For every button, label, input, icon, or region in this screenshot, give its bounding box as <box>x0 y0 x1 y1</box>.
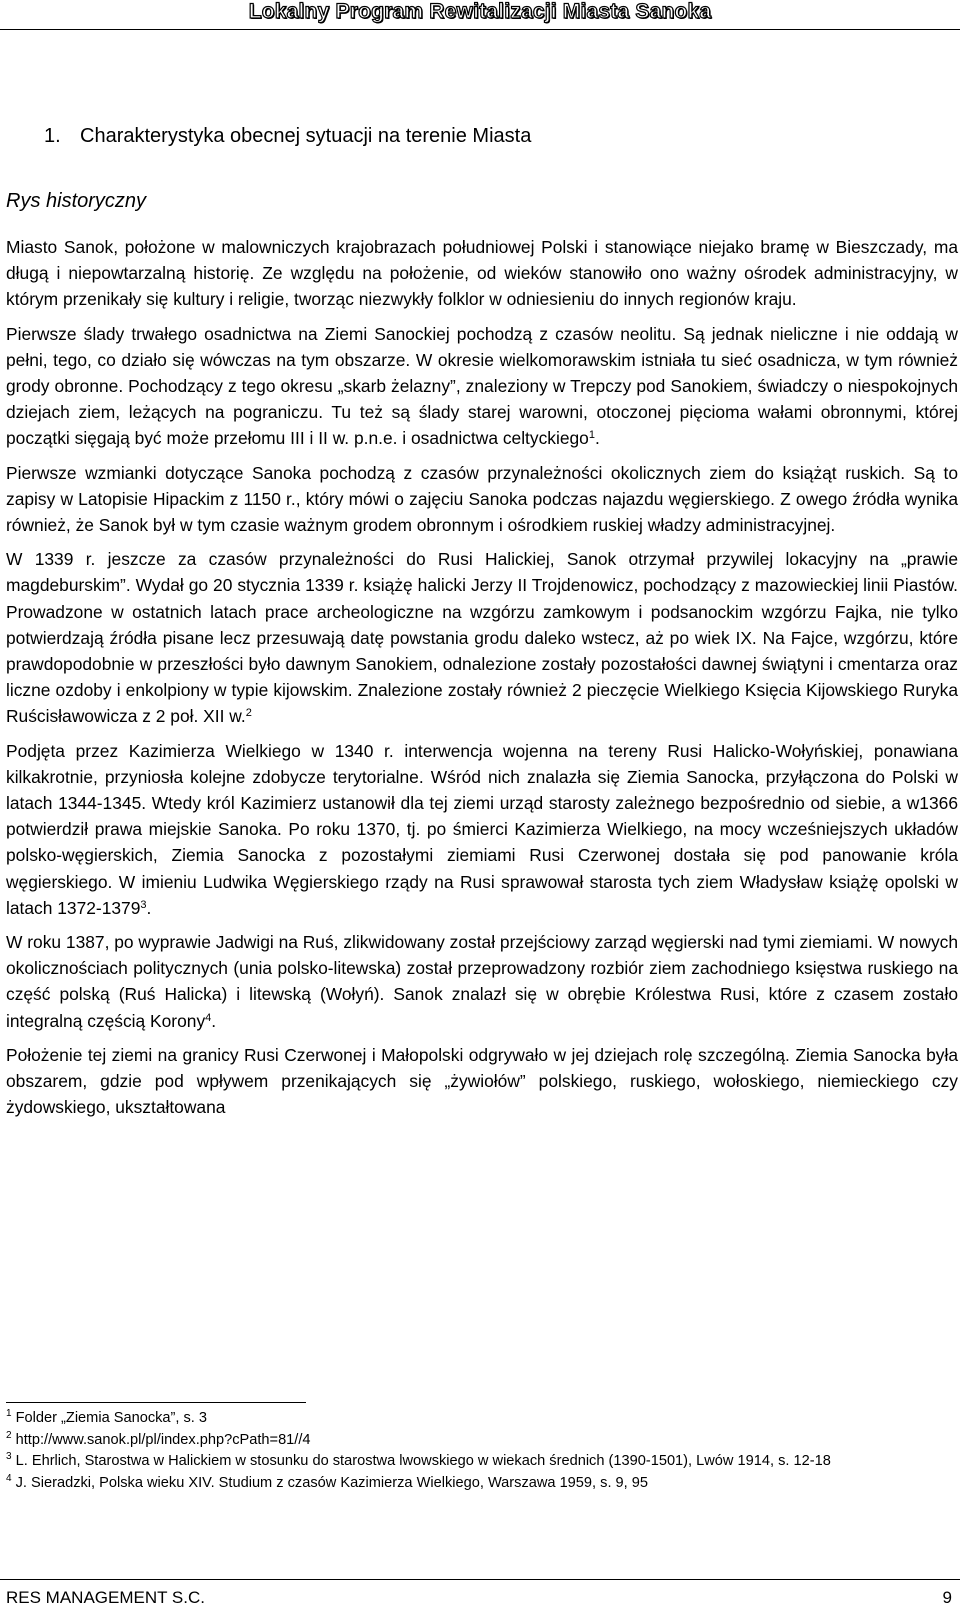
footer-divider <box>0 1579 960 1580</box>
paragraph-3: Pierwsze wzmianki dotyczące Sanoka pochodzą z czasów przynależności okolicznych ziem do książąt ruskich. Są to zapisy w Latopisie Hipackim z 1150 r., który mówi o zajęciu Sanoka podczas najazdu węgierskiego. Z owego źródła wynika również, że Sanok był w tym czasie ważnym grodem obronnym i ośrodkiem ruskiej władzy administracyjnej. <box>6 462 958 536</box>
footnotes <box>6 1408 958 1494</box>
footnote-ref-4: 4 <box>205 1011 212 1024</box>
paragraph-2: Pierwsze ślady trwałego osadnictwa na Ziemi Sanockiej pochodzą z czasów neolitu. Są jednak nieliczne i nie oddają w pełni, tego, co działo się wówczas na tym obszarze. W okresie wielkomorawskim istniała tu sieć osadnicza, w tym również grody obronne. Pochodzący z tego okresu „skarb żelazny”, znaleziony w Trepczy pod Sanokiem, świadczy o niespokojnych dziejach ziem, leżących na pograniczu. Tu też są ślady starej warowni, otoczonej pięcioma wałami obronnymi, której początki sięgają być może przełomu III i II w. p.n.e. i osadnictwa celtyckiego$^1$. <box>6 323 958 449</box>
paragraph-1: Miasto Sanok, położone w malowniczych krajobrazach południowej Polski i stanowiące niejako bramę w Bieszczady, ma długą i niepowtarzalną historię. Ze względu na położenie, od wieków stanowiło ono ważny ośrodek administracyjny, w którym przenikały się kultury i religie, tworząc niezwykły folklor w odniesieniu do innych regionów kraju. <box>6 237 958 310</box>
footnote-1: $^1$ Folder „Ziemia Sanocka”, s. 3 <box>6 1408 208 1426</box>
paragraph-6: W roku 1387, po wyprawie Jadwigi na Ruś, zlikwidowany został przejściowy zarząd węgierski nad tymi ziemiami. W nowych okolicznościach politycznych (unia polsko-litewska) został przeprowadzony rozbiór ziem zachodniego księstwa ruskiego na część polską (Ruś Halicka) i litewską (Wołyń). Sanok znalazł się w obrębie Królestwa Rusi, które z czasem zostało integralną częścią Korony$^4$. <box>6 932 959 1031</box>
footnote-4: $^4$ J. Sieradzki, Polska wieku XIV. Studium z czasów Kazimierza Wielkiego, Warszawa 1959, s. 9, 95 <box>6 1472 649 1491</box>
page-number: 9 <box>942 1588 952 1607</box>
footnote-divider <box>6 1402 306 1403</box>
header-divider <box>0 29 960 30</box>
footer-company: RES MANAGEMENT S.C. <box>6 1588 205 1607</box>
footnote-ref-1: 1 <box>588 429 595 442</box>
paragraph-4: W 1339 r. jeszcze za czasów przynależności do Rusi Halickiej, Sanok otrzymał przywilej lokacyjny na „prawie magdeburskim”. Wydał go 20 stycznia 1339 r. książę halicki Jerzy II Trojdenowicz, pochodzący z mazowieckiej linii Piastów. Prowadzone w ostatnich latach prace archeologiczne na wzgórzu zamkowym i podsanockim wzgórzu Fajka, nie tylko potwierdzają źródła pisane lecz przesuwają datę powstania grodu daleko wstecz, aż po wiek IX. Na Fajce, wzgórzu, które prawdopodobnie w przeszłości było dawnym Sanokiem, odnalezione zostały pozostałości dawnej świątyni i cmentarza oraz liczne ozdoby i enkolpiony w typie kijowskim. Znalezione zostały również 2 pieczęcie Wielkiego Księcia Kijowskiego Ruryka Ruścisławowicza z 2 poł. XII w.$^2$ <box>6 549 958 727</box>
footnote-3: $^3$ L. Ehrlich, Starostwa w Halickiem w stosunku do starostwa lwowskiego w wiekach średnich (1390-1501), Lwów 1914, s. 12-18 <box>6 1451 831 1470</box>
page-header <box>0 0 960 28</box>
section-heading <box>44 124 531 148</box>
paragraph-5: Podjęta przez Kazimierza Wielkiego w 1340 r. interwencja wojenna na tereny Rusi Halicko-Wołyńskiej, ponawiana kilkakrotnie, przyniosła kolejne zdobycze terytorialne. Wśród nich znalazła się Ziemia Sanocka, przyłączona do Polski w latach 1344-1345. Wtedy król Kazimierz ustanowił dla tej ziemi urząd starosty zależnego bezpośrednio od siebie, a w1366 potwierdził prawa miejskie Sanoka. Po roku 1370, tj. po śmierci Kazimierza Wielkiego, na mocy wcześniejszych układów polsko-węgierskich, Ziemia Sanocka z pozostałymi ziemiami Rusi Czerwonej dostała się pod panowanie króla węgierskiego. W imieniu Ludwika Węgierskiego rządy na Rusi sprawował starosta tych ziem Władysław książę opolski w latach 1372-1379$^3$. <box>6 740 958 918</box>
footnote-ref-2: 2 <box>245 707 252 720</box>
subsection-heading: Rys historyczny <box>6 190 147 212</box>
paragraph-7: Położenie tej ziemi na granicy Rusi Czerwonej i Małopolski odgrywało w jej dziejach rolę szczególną. Ziemia Sanocka była obszarem, gdzie pod wpływem przenikających się „żywiołów” polskiego, ruskiego, wołoskiego, niemieckiego czy żydowskiego, ukształtowana <box>6 1044 958 1118</box>
section-title: Charakterystyka obecnej sytuacji na terenie Miasta <box>80 125 532 147</box>
footnote-ref-3: 3 <box>140 898 147 911</box>
footnote-2: $^2$ http://www.sanok.pl/pl/index.php?cPath=81//4 <box>6 1429 311 1448</box>
body-text <box>6 234 958 1129</box>
header-title: Lokalny Program Rewitalizacji Miasta Sanoka <box>248 0 712 23</box>
section-number: 1. <box>44 125 61 147</box>
